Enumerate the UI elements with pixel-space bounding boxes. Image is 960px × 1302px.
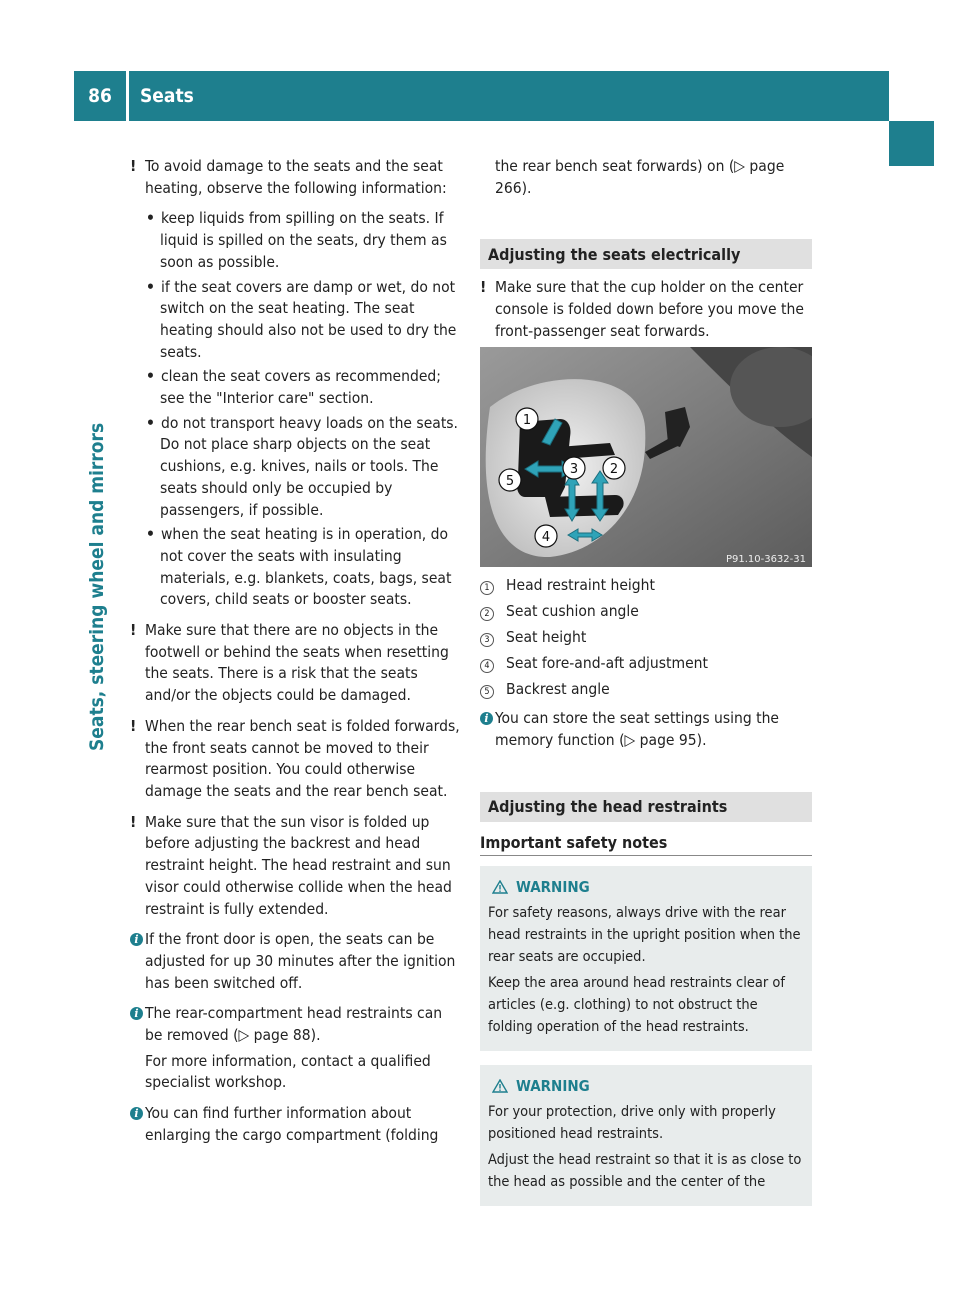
legend-item <box>480 601 812 623</box>
info-text: You can store the seat settings using the memory function (▷ page 95). <box>495 709 780 749</box>
notice-rear-bench <box>130 716 460 803</box>
notice-seat-damage <box>130 156 460 199</box>
warning-text: For safety reasons, always drive with the rear head restraints in the upright position when the rear seats are occupied. <box>488 905 801 966</box>
notice-mark: ! <box>130 812 137 831</box>
list-item-text: keep liquids from spilling on the seats. If liquid is spilled on the seats, dry them as soon as possible. <box>160 209 447 271</box>
image-code: P91.10-3632-31 <box>725 553 806 565</box>
list-item <box>130 366 460 409</box>
warning-title <box>488 1075 804 1097</box>
list-item-text: clean the seat covers as recommended; see the "Interior care" section. <box>160 367 441 408</box>
notice-text: Make sure that there are no objects in the footwell or behind the seats when resetting the seats. There is a risk that the seats and/or the objects could be damaged. <box>145 621 449 705</box>
bullet-icon: • <box>146 277 155 296</box>
warning-title-text: WARNING <box>516 1077 590 1096</box>
list-item <box>130 208 460 273</box>
legend-label: Seat fore-and-aft adjustment <box>506 653 708 672</box>
warning-title <box>488 876 804 898</box>
warning-text: For your protection, drive only with properly positioned head restraints. <box>488 1104 776 1143</box>
callout-number: 2 <box>480 607 494 621</box>
warning-box <box>480 866 812 1051</box>
info-text: You can find further information about enlarging the cargo compartment (folding <box>145 1104 439 1144</box>
info-cargo <box>130 1103 460 1146</box>
callout-5: 5 <box>505 473 515 489</box>
chapter-tab-label: Seats, steering wheel and mirrors <box>86 422 108 751</box>
bullet-icon: • <box>146 525 155 544</box>
side-tab-marker <box>889 121 934 166</box>
warning-title-text: WARNING <box>516 878 590 897</box>
header-bar <box>74 71 889 121</box>
legend-label: Seat cushion angle <box>506 601 639 620</box>
warning-text: Adjust the head restraint so that it is as close to the head as possible and the center of the <box>488 1152 802 1191</box>
bullet-icon: • <box>146 209 155 228</box>
page-title: Seats <box>140 85 194 107</box>
legend-item <box>480 679 812 701</box>
legend-label: Head restraint height <box>506 575 655 594</box>
left-column <box>130 156 460 1156</box>
info-icon: i <box>480 712 493 725</box>
notice-mark: ! <box>130 157 137 175</box>
notice-text: Make sure that the sun visor is folded up before adjusting the backrest and head restraint height. The head restraint and sun visor could otherwise collide when the head restraint is fully extended. <box>145 812 452 918</box>
callout-4: 4 <box>541 529 551 545</box>
list-item-text: do not transport heavy loads on the seats. Do not place sharp objects on the seat cushions, e.g. knives, nails or tools. The seats should only be occupied by passengers, if possible. <box>160 413 458 519</box>
list-item <box>130 413 460 522</box>
continued-text: the rear bench seat forwards) on (▷ page 266). <box>495 157 785 197</box>
list-item <box>130 277 460 364</box>
seat-controls-illustration <box>480 347 812 567</box>
info-head-restraints <box>130 1003 460 1046</box>
warning-text: Keep the area around head restraints clear of articles (e.g. clothing) to not obstruct the folding operation of the head restraints. <box>488 975 785 1036</box>
right-column <box>480 156 812 1220</box>
info-text: If the front door is open, the seats can be adjusted for up 30 minutes after the ignition has been switched off. <box>145 930 456 992</box>
callout-number: 3 <box>480 633 494 647</box>
list-item-text: when the seat heating is in operation, do not cover the seats with insulating materials, e.g. blankets, coats, bags, seat covers, child seats or booster seats. <box>160 525 452 609</box>
bullet-icon: • <box>146 367 155 386</box>
warning-box <box>480 1065 812 1206</box>
legend-item <box>480 653 812 675</box>
info-icon: i <box>130 1007 143 1020</box>
callout-number: 5 <box>480 685 494 699</box>
notice-text: Make sure that the cup holder on the center console is folded down before you move the front-passenger seat forwards. <box>495 278 804 340</box>
list-item <box>130 524 460 611</box>
callout-2: 2 <box>609 461 619 477</box>
bullet-icon: • <box>146 413 155 432</box>
info-icon: i <box>130 1107 143 1120</box>
warning-triangle-icon <box>492 1079 508 1093</box>
info-icon: i <box>130 933 143 946</box>
notice-cup-holder <box>480 277 812 342</box>
section-heading: Adjusting the head restraints <box>480 792 812 822</box>
chapter-tab <box>86 372 116 1172</box>
callout-1: 1 <box>522 412 532 428</box>
section-heading: Adjusting the seats electrically <box>480 239 812 269</box>
notice-text: When the rear bench seat is folded forwards, the front seats cannot be moved to their rearmost position. You could otherwise damage the seats and the rear bench seat. <box>145 716 460 800</box>
callout-number: 4 <box>480 659 494 673</box>
callout-3: 3 <box>569 461 579 477</box>
legend-label: Backrest angle <box>506 679 610 698</box>
notice-mark: ! <box>130 621 137 640</box>
seat-controls-image <box>480 347 812 567</box>
callout-number: 1 <box>480 581 494 595</box>
header-divider <box>126 71 129 121</box>
legend-list <box>480 575 812 701</box>
legend-label: Seat height <box>506 627 587 646</box>
legend-item <box>480 627 812 649</box>
notice-mark: ! <box>480 278 487 297</box>
info-more: For more information, contact a qualified specialist workshop. <box>145 1051 431 1092</box>
notice-mark: ! <box>130 716 137 735</box>
warning-triangle-icon <box>492 880 508 894</box>
notice-sun-visor <box>130 812 460 921</box>
notice-text: To avoid damage to the seats and the seat heating, observe the following information: <box>145 157 447 197</box>
sub-heading: Important safety notes <box>480 832 812 857</box>
notice-footwell <box>130 620 460 707</box>
list-item-text: if the seat covers are damp or wet, do not switch on the seat heating. The seat heating should also not be used to dry the seats. <box>160 277 457 361</box>
info-memory <box>480 708 812 751</box>
info-front-door <box>130 929 460 994</box>
legend-item <box>480 575 812 597</box>
page-number: 86 <box>88 85 112 107</box>
info-text: The rear-compartment head restraints can be removed (▷ page 88). <box>145 1004 443 1045</box>
